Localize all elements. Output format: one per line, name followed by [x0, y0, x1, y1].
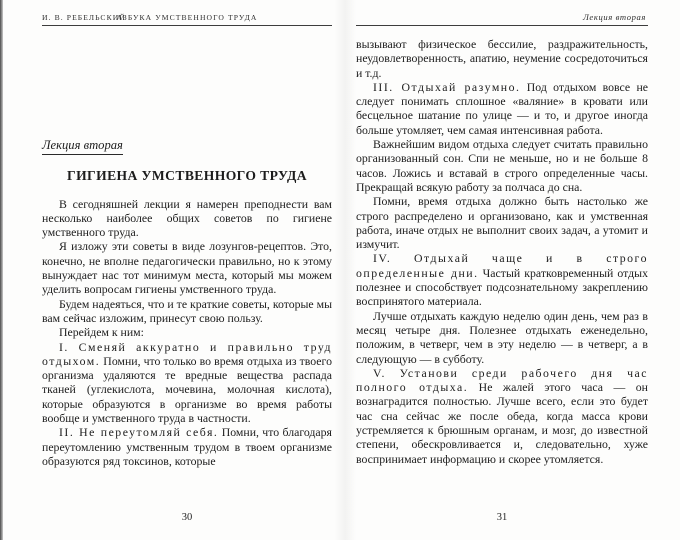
paragraph-text: Помни, время отдыха должно быть настолько же строго распределено и организовано, как и умственная работа, иначе отдых не выполнит своих задач, а утомит и измучит. — [356, 194, 648, 252]
paragraph-text: Помни, что благодаря переутомлению умственным трудом в твоем организме образуются ряд токсинов, которые — [42, 425, 332, 468]
paragraph-text: В сегодняшней лекции я намерен преподнести вам несколько наиболее общих советов по гигиене умственного труда. — [42, 196, 332, 240]
section-heading: Лекция вторая — [42, 138, 123, 155]
paragraph-text: Лучше отдыхать каждую неделю один день, чем раз в месяц четыре дня. Полезнее отдыхать еженедельно, положим, в четверг, чем в эту неделю — в четверг, а в следующую — в субботу. — [356, 308, 648, 366]
left-page — [42, 0, 332, 540]
paragraph-lead: II. Не переутомляй себя. — [59, 425, 219, 440]
left-page-body — [42, 138, 332, 468]
paragraph — [42, 425, 332, 468]
author-name: И. В. РЕБЕЛЬСКИЙ — [42, 13, 126, 22]
chapter-title: ГИГИЕНА УМСТВЕННОГО ТРУДА — [67, 168, 307, 184]
paragraph-text: Под отдыхом вовсе не следует понимать сплошное «валяние» в кровати или бесцельное шатание по улице — и то, и другое иногда больше утомляет, чем самая интенсивная работа. — [356, 79, 648, 137]
book-title: АЗБУКА УМСТВЕННОГО ТРУДА — [116, 13, 258, 22]
paragraph-text: Будем надеяться, что и те краткие советы, которые мы вам сейчас изложим, принесут свою пользу. — [42, 296, 332, 325]
paragraph-lead: V. Установи среди рабочего дня час полного отдыха. — [356, 365, 648, 395]
right-page — [356, 0, 648, 540]
paragraph — [42, 340, 332, 426]
paragraph-lead: III. Отдыхай разумно. — [373, 79, 521, 94]
running-title: Лекция вторая — [582, 12, 646, 22]
paragraph-text: вызывают физическое бессилие, раздражительность, неудовлетворенность, апатию, неумение сосредоточиться и т.д. — [356, 37, 648, 80]
page-number-right: 31 — [496, 512, 508, 523]
paragraph — [356, 194, 648, 251]
paragraph-text: Частый кратковременный отдых полезнее и способствует подсознательному закреплению воспринятого материала. — [356, 265, 648, 309]
paragraph — [356, 137, 648, 194]
left-running-head — [42, 11, 332, 26]
right-page-body — [356, 37, 648, 466]
paragraph-lead: I. Сменяй аккуратно и правильно труд отдыхом. — [42, 339, 332, 368]
paragraph-text: Перейдем к ним: — [59, 325, 144, 340]
paragraph-text: Я изложу эти советы в виде лозунгов-рецептов. Это, конечно, не вполне педагогически правильно, но к этому вынуждает нас тот минимум места, который мы можем уделить вопросам гигиены умственного труда. — [42, 239, 332, 297]
page-number-left: 30 — [181, 512, 193, 523]
paragraph-text: Помни, что только во время отдыха из твоего организма удаляются те вредные вещества распада тканей (углекислота, мочевина, молочная кислота), которые образуются в организме во время работы вообще и умственного труда в частности. — [42, 353, 332, 426]
paragraph — [42, 239, 332, 296]
section-heading-row — [42, 138, 332, 155]
paragraph — [356, 251, 648, 308]
paragraph — [356, 366, 648, 466]
gutter-shadow — [334, 0, 356, 540]
right-running-head — [356, 11, 648, 26]
paragraph — [356, 80, 648, 137]
paragraph — [42, 325, 332, 339]
paragraph — [42, 297, 332, 326]
paragraph-text: Важнейшим видом отдыха следует считать правильно организованный сон. Спи не меньше, но и не больше 8 часов. Ложись и вставай в строго определенные часы. Прекращай всякую работу за полчаса до сна. — [356, 137, 648, 194]
paragraph-text: Не жалей этого часа — он вознаградится полностью. Лучше всего, если это будет час сна сейчас же после обеда, когда масса крови устремляется к брюшным органам, и мозг, до известной степени, обескровливается и, следовательно, хуже воспринимает информацию и скорее утомляется. — [356, 380, 648, 466]
paragraph-lead: IV. Отдыхай чаще и в строго определенные дни. — [356, 251, 648, 280]
book-edge — [0, 0, 3, 540]
paragraph — [356, 37, 648, 80]
paragraph — [42, 197, 332, 240]
paragraph — [356, 309, 648, 366]
